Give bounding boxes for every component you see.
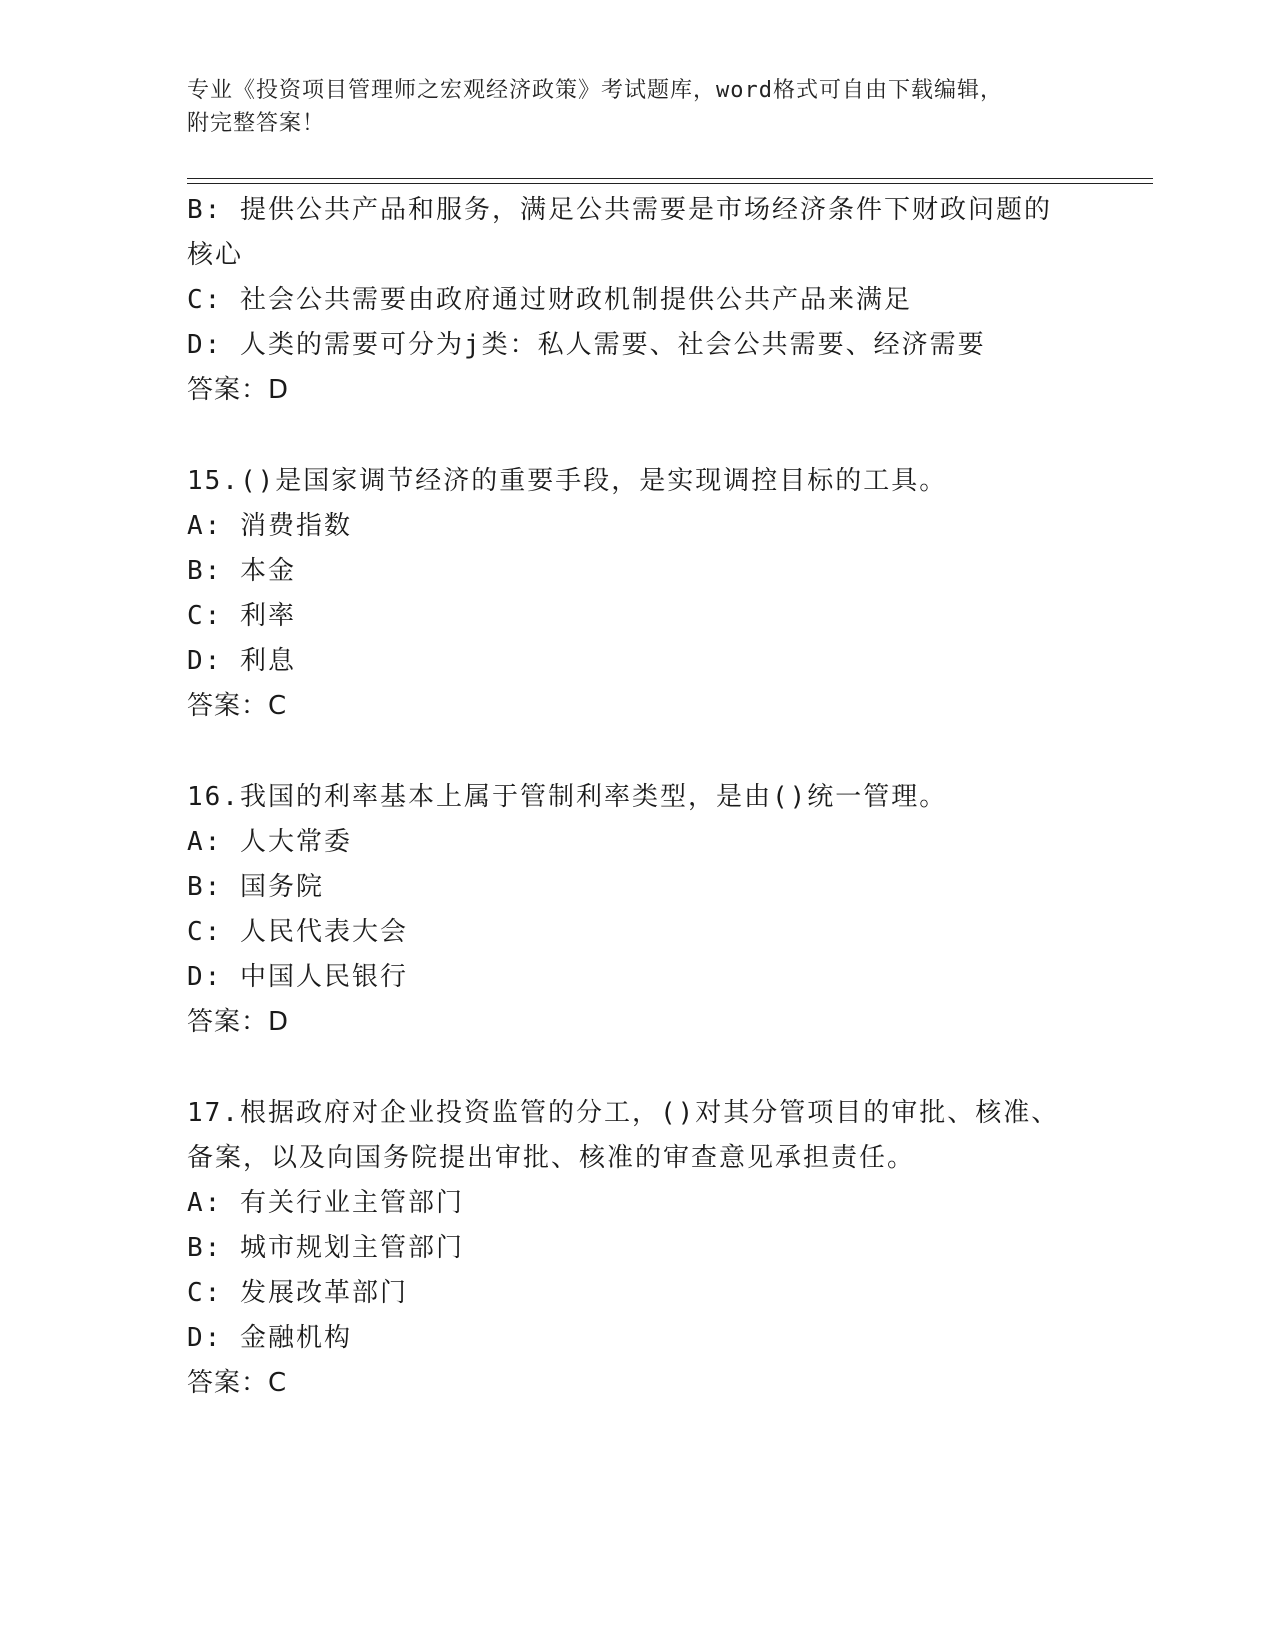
question-stem-line-1: 17.根据政府对企业投资监管的分工，()对其分管项目的审批、核准、: [187, 1098, 1060, 1128]
option-a: A: 人大常委: [187, 827, 352, 857]
document-body: [187, 188, 1087, 1406]
option-b: B: 国务院: [187, 872, 324, 902]
spacer: [187, 729, 1087, 775]
spacer: [187, 413, 1087, 459]
option-b: B: 城市规划主管部门: [187, 1233, 464, 1263]
option-d: D: 人类的需要可分为j类：私人需要、社会公共需要、经济需要: [187, 330, 986, 360]
question-16: [187, 775, 1087, 1045]
header-rule-bottom: [187, 183, 1153, 184]
question-stem: 15.()是国家调节经济的重要手段，是实现调控目标的工具。: [187, 466, 948, 496]
option-c: C: 社会公共需要由政府通过财政机制提供公共产品来满足: [187, 285, 912, 315]
option-c: C: 人民代表大会: [187, 917, 408, 947]
header-rule-top: [187, 178, 1153, 179]
option-d: D: 金融机构: [187, 1323, 352, 1353]
option-d: D: 中国人民银行: [187, 962, 408, 992]
option-b: B: 本金: [187, 556, 296, 586]
spacer: [187, 1045, 1087, 1091]
header-line-1: 专业《投资项目管理师之宏观经济政策》考试题库，word格式可自由下载编辑，: [187, 78, 1003, 103]
answer: 答案：C: [187, 1368, 288, 1398]
option-b-line-1: B: 提供公共产品和服务，满足公共需要是市场经济条件下财政问题的: [187, 195, 1052, 225]
option-c: C: 利率: [187, 601, 296, 631]
option-c: C: 发展改革部门: [187, 1278, 408, 1308]
option-b-line-2: 核心: [187, 240, 244, 270]
question-stem: 16.我国的利率基本上属于管制利率类型，是由()统一管理。: [187, 782, 948, 812]
answer: 答案：D: [187, 375, 290, 405]
question-15: [187, 459, 1087, 729]
header-line-2: 附完整答案！: [187, 111, 326, 136]
document-header: [187, 74, 1087, 140]
answer: 答案：C: [187, 691, 288, 721]
question-14-continued: [187, 188, 1087, 413]
option-d: D: 利息: [187, 646, 296, 676]
option-a: A: 有关行业主管部门: [187, 1188, 464, 1218]
option-a: A: 消费指数: [187, 511, 352, 541]
answer: 答案：D: [187, 1007, 290, 1037]
question-stem-line-2: 备案，以及向国务院提出审批、核准的审查意见承担责任。: [187, 1143, 916, 1173]
question-17: [187, 1091, 1087, 1406]
